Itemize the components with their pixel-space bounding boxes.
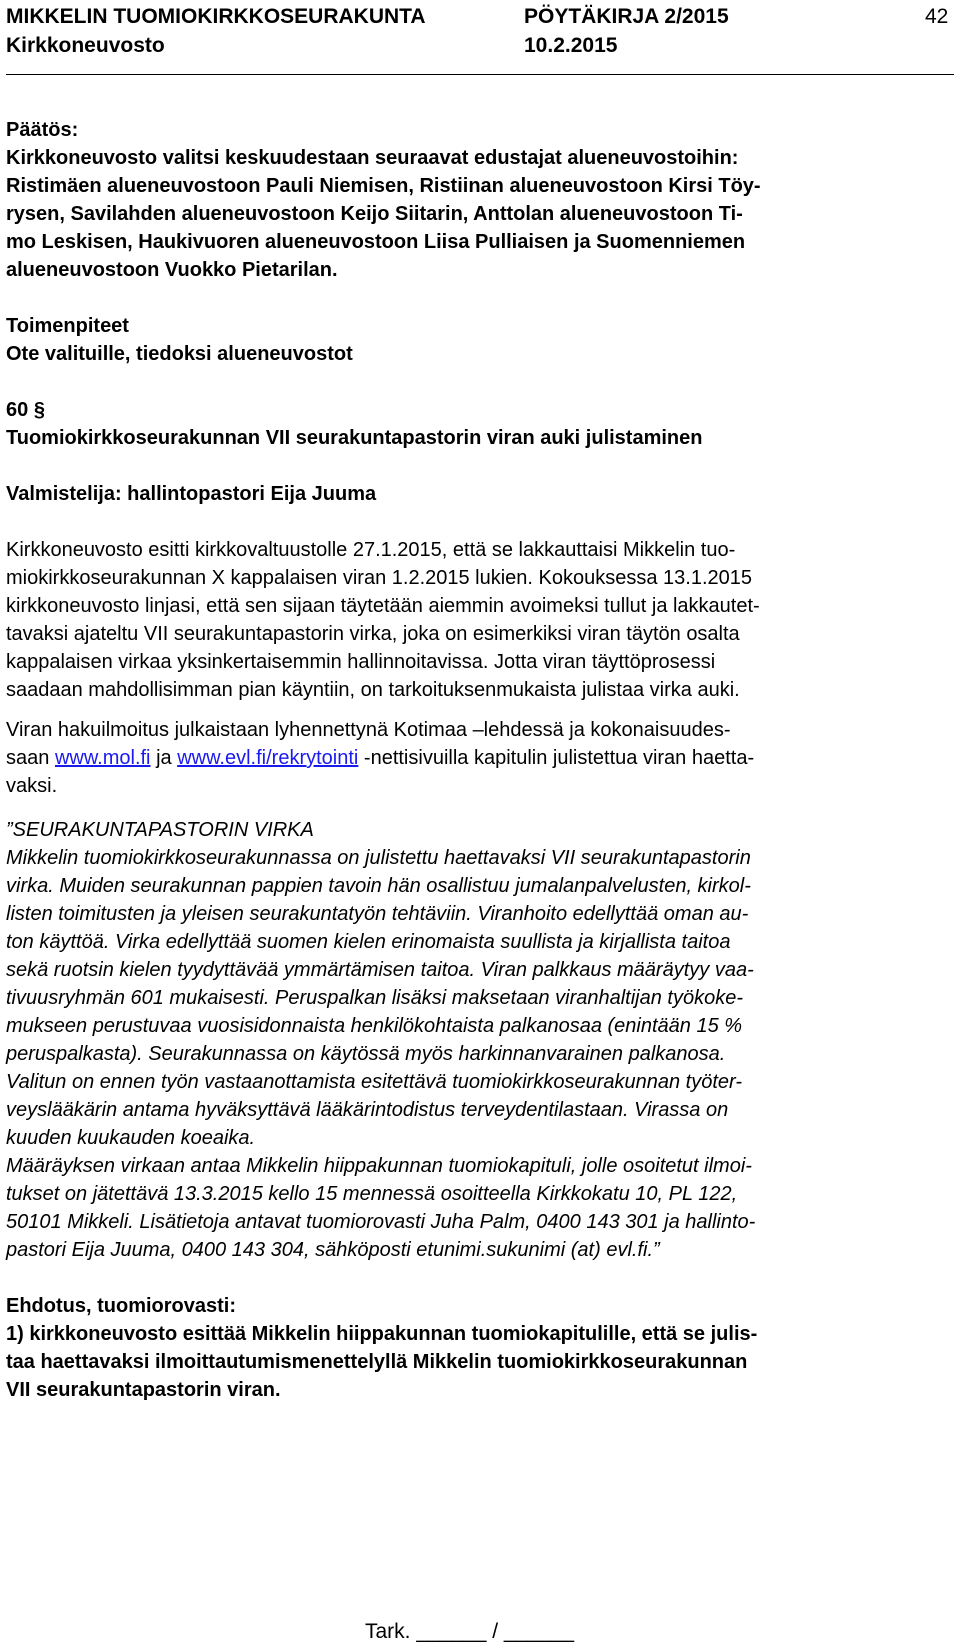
proposal-line: VII seurakuntapastorin viran. [6,1379,281,1401]
header-rule [6,74,954,75]
paragraph-line: tavaksi ajateltu VII seurakuntapastorin virka, joka on esimerkiksi viran täytön osalta [6,623,740,645]
announcement-line: pastori Eija Juuma, 0400 143 304, sähköposti etunimi.sukunimi (at) evl.fi.” [6,1239,660,1261]
paragraph-line: kirkkoneuvosto linjasi, että sen sijaan täytetään aiemmin avoimeksi tullut ja lakkautet- [6,595,760,617]
announcement-line: Määräyksen virkaan antaa Mikkelin hiippakunnan tuomiokapituli, jolle osoitetut ilmoi- [6,1155,752,1177]
decision-heading: Päätös: [6,119,79,141]
job-announcement [6,816,954,1264]
paragraph-line: Kirkkoneuvosto esitti kirkkovaltuustolle 27.1.2015, että se lakkauttaisi Mikkelin tuo- [6,539,736,561]
announcement-line: tukset on jätettävä 13.3.2015 kello 15 mennessä osoitteella Kirkkokatu 10, PL 122, [6,1183,738,1205]
proposal-heading: Ehdotus, tuomiorovasti: [6,1295,236,1317]
proposal-block [6,1292,954,1404]
header-document-title: PÖYTÄKIRJA 2/2015 [524,5,729,28]
body-paragraph-1 [6,536,954,704]
announcement-line: Valitun on ennen työn vastaanottamista esitettävä tuomiokirkkoseurakunnan työter- [6,1071,742,1093]
decision-line: Ristimäen alueneuvostoon Pauli Niemisen, Ristiinan alueneuvostoon Kirsi Töy- [6,175,761,197]
header-body: Kirkkoneuvosto [6,34,165,57]
footer-check-signature: Tark. ______ / ______ [365,1620,574,1643]
link-evl-rekrytointi[interactable]: www.evl.fi/rekrytointi [177,747,359,769]
decision-line: Kirkkoneuvosto valitsi keskuudestaan seuraavat edustajat alueneuvostoihin: [6,147,739,169]
paragraph-line: Viran hakuilmoitus julkaistaan lyhennettynä Kotimaa –lehdessä ja kokonaisuudes- [6,719,731,741]
paragraph-line [6,744,954,772]
decision-block [6,116,954,368]
decision-line: mo Leskisen, Haukivuoren alueneuvostoon Liisa Pulliaisen ja Suomenniemen [6,231,746,253]
section-header [6,396,954,508]
announcement-line: tivuusryhmän 601 mukaisesti. Peruspalkan lisäksi maksetaan viranhaltijan työkoke- [6,987,744,1009]
decision-line: alueneuvostoon Vuokko Pietarilan. [6,259,338,281]
announcement-line: listen toimitusten ja yleisen seurakuntatyön tehtäviin. Viranhoito edellyttää oman au- [6,903,749,925]
announcement-title: ”SEURAKUNTAPASTORIN VIRKA [6,819,314,841]
announcement-line: ton käyttöä. Virka edellyttää suomen kielen erinomaista suullista ja kirjallista taitoa [6,931,731,953]
announcement-line: kuuden kuukauden koeaika. [6,1127,256,1149]
proposal-line: 1) kirkkoneuvosto esittää Mikkelin hiippakunnan tuomiokapitulille, että se julis- [6,1323,758,1345]
announcement-line: sekä ruotsin kielen tyydyttävää ymmärtämisen taitoa. Viran palkkaus määräytyy vaa- [6,959,754,981]
decision-line: rysen, Savilahden alueneuvostoon Keijo Siitarin, Anttolan alueneuvostoon Ti- [6,203,743,225]
link-mol[interactable]: www.mol.fi [54,747,151,769]
header-date: 10.2.2015 [524,34,618,57]
paragraph-line: vaksi. [6,775,58,797]
section-title: Tuomiokirkkoseurakunnan VII seurakuntapastorin viran auki julistaminen [6,427,703,449]
header-page-number: 42 [925,5,949,28]
announcement-line: 50101 Mikkeli. Lisätietoja antavat tuomiorovasti Juha Palm, 0400 143 301 ja hallinto- [6,1211,756,1233]
document-content [6,116,954,1404]
announcement-line: veyslääkärin antama hyväksyttävä lääkärintodistus terveydentilastaan. Virassa on [6,1099,729,1121]
paragraph-line: saadaan mahdollisimman pian käyntiin, on tarkoituksenmukaista julistaa virka auki. [6,679,740,701]
section-symbol: § [33,399,45,421]
preparer: Valmistelija: hallintopastori Eija Juuma [6,483,377,505]
text-fragment: -nettisivuilla kapitulin julistettua viran haetta- [358,747,755,769]
announcement-line: Mikkelin tuomiokirkkoseurakunnassa on julistettu haettavaksi VII seurakuntapastorin [6,847,751,869]
section-number-value: 60 [6,399,29,421]
text-fragment: ja [150,747,178,769]
announcement-line: mukseen perustuvaa vuosisidonnaista henkilökohtaista palkanosaa (enintään 15 % [6,1015,743,1037]
announcement-line: virka. Muiden seurakunnan pappien tavoin hän osallistuu jumalanpalvelusten, kirkol- [6,875,751,897]
paragraph-line: kappalaisen virkaa yksinkertaisemmin hallinnoitavissa. Jotta viran täyttöprosessi [6,651,716,673]
paragraph-line: miokirkkoseurakunnan X kappalaisen viran 1.2.2015 lukien. Kokouksessa 13.1.2015 [6,567,753,589]
proposal-line: taa haettavaksi ilmoittautumismenettelyllä Mikkelin tuomiokirkkoseurakunnan [6,1351,748,1373]
announcement-line: peruspalkasta). Seurakunnassa on käytössä myös harkinnanvarainen palkanosa. [6,1043,726,1065]
measures-text: Ote valituille, tiedoksi alueneuvostot [6,343,353,365]
section-number [6,396,954,424]
body-paragraph-2 [6,716,954,800]
measures-heading: Toimenpiteet [6,315,129,337]
text-fragment: saan [6,747,55,769]
header-organization: MIKKELIN TUOMIOKIRKKOSEURAKUNTA [6,5,426,28]
